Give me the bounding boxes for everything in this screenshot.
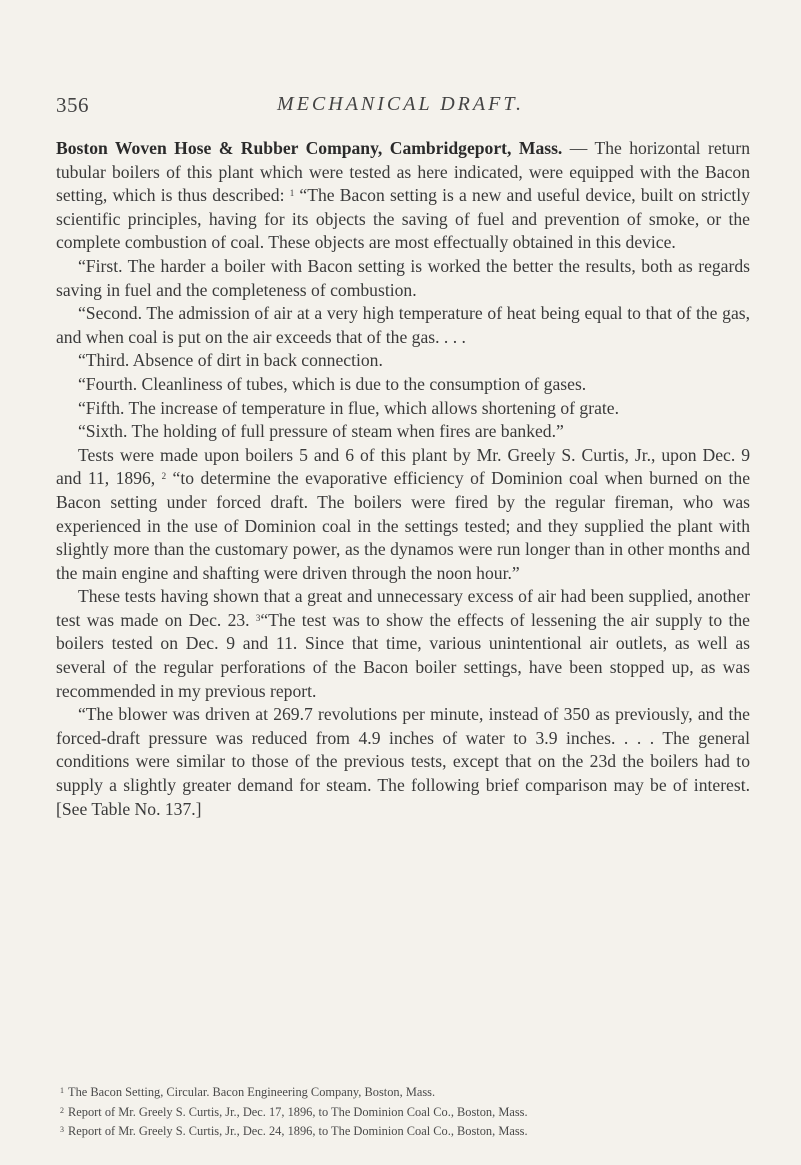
footnote-2 — [56, 1102, 756, 1122]
these-text-a: These tests having shown that a great and unnecessary excess of air had been supplied, another test was made on Dec. 23. — [56, 586, 750, 630]
item-second: “Second. The admission of air at a very high temperature of heat being equal to that of the gas, and when coal is put on the air exceeds that of the gas. . . . — [56, 303, 750, 347]
footnote-1 — [56, 1082, 756, 1102]
these-text-b: “The test was to show the effects of lessening the air supply to the boilers tested on Dec. 9 and 11. Since that time, various unintentional air outlets, as well as several of the regular perforations of the Bacon boiler settings, have been stopped up, as was recommended in my previous report. — [56, 609, 750, 701]
tests-text-b: “to determine the evaporative efficiency of Dominion coal when burned on the Bacon setting under forced draft. The boilers were fired by the regular fireman, who was experienced in the use of Dominion coal in the settings tested; and they supplied the plant with slightly more than the customary power, as the dynamos were run longer than in other months and the main engine and shafting were driven through the noon hour.” — [56, 468, 751, 583]
footnote-3 — [56, 1121, 756, 1141]
blower-paragraph: “The blower was driven at 269.7 revolutions per minute, instead of 350 as previously, and the forced-draft pressure was reduced from 4.9 inches of water to 3.9 inches. . . . The general conditions were similar to those of the previous tests, except that on the 23d the boilers had to supply a slightly greater demand for steam. The following brief comparison may be of interest. [See Table No. 137.] — [56, 704, 750, 819]
footnote-ref-3: 3 — [255, 612, 261, 623]
item-first: “First. The harder a boiler with Bacon setting is worked the better the results, both as regards saving in fuel and the completeness of combustion. — [56, 255, 750, 300]
body-text — [56, 137, 750, 821]
footnote-2-text: Report of Mr. Greely S. Curtis, Jr., Dec. 17, 1896, to The Dominion Coal Co., Boston, Mass. — [68, 1104, 528, 1119]
item-sixth: “Sixth. The holding of full pressure of steam when fires are banked.” — [78, 421, 564, 442]
tests-text-a: Tests were made upon boilers 5 and 6 of this plant by Mr. Greely S. Curtis, Jr., upon Dec. 9 and 11, 1896, — [56, 444, 750, 489]
footnote-3-mark: 3 — [60, 1125, 64, 1134]
quote-open-text: “The Bacon setting is a new and useful device, built on strictly scientific principles, having for its objects the saving of fuel and prevention of smoke, or the complete combustion of coal. These objects are most effectually obtained in this device. — [56, 185, 750, 253]
company-heading: Boston Woven Hose & Rubber Company, Cambridgeport, Mass. — [56, 138, 563, 158]
item-fourth: “Fourth. Cleanliness of tubes, which is due to the consumption of gases. — [78, 373, 587, 394]
footnote-3-text: Report of Mr. Greely S. Curtis, Jr., Dec. 24, 1896, to The Dominion Coal Co., Boston, Mass. — [68, 1124, 528, 1138]
intro-text: — The horizontal return tubular boilers of this plant which were tested as here indicated, were equipped with the Bacon setting, which is thus described: — [56, 138, 750, 206]
second-test-paragraph — [56, 585, 750, 703]
footnote-ref-2: 2 — [161, 471, 167, 482]
footnote-1-text: The Bacon Setting, Circular. Bacon Engineering Company, Boston, Mass. — [68, 1085, 436, 1099]
tests-paragraph — [56, 444, 750, 586]
footnote-ref-1: 1 — [289, 188, 295, 199]
item-fifth: “Fifth. The increase of temperature in flue, which allows shortening of grate. — [78, 397, 619, 418]
page-number: 356 — [56, 93, 89, 117]
footnotes — [56, 1082, 756, 1141]
footnote-2-mark: 2 — [60, 1105, 64, 1115]
footnote-1-mark: 1 — [60, 1086, 64, 1095]
item-third: “Third. Absence of dirt in back connection. — [78, 350, 383, 371]
running-head: MECHANICAL DRAFT. — [277, 93, 524, 115]
intro-paragraph — [56, 137, 750, 255]
